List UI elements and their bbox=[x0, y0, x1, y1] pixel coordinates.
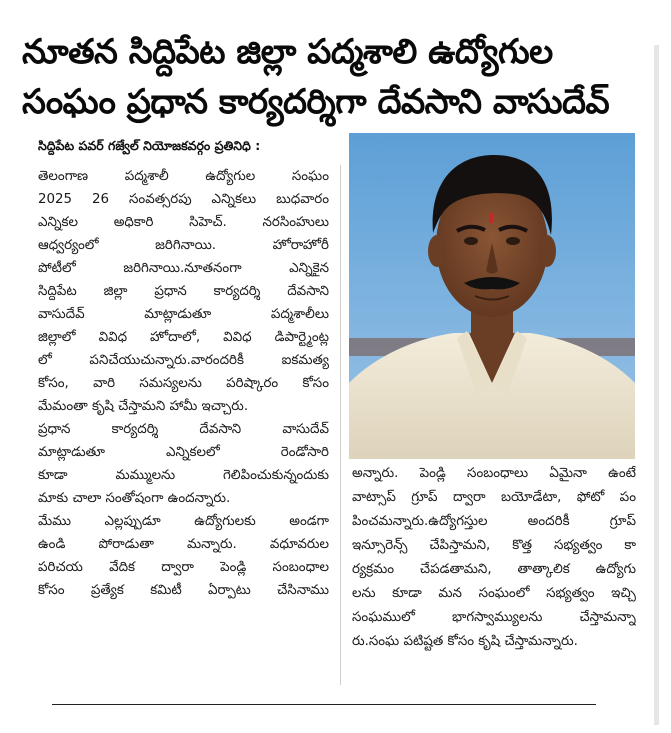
headline-line-1: నూతన సిద్దిపేట జిల్లా పద్మశాలి ఉద్యోగుల bbox=[22, 32, 553, 72]
dateline: సిద్దిపేట పవర్ గజ్వేల్ నియోజకవర్గం ప్రతినిధి : bbox=[38, 138, 261, 153]
article-line: ఉండి పోరాడుతా మన్నారు. వధూవరుల bbox=[38, 537, 329, 552]
article-line: అన్నారు. పెండ్లి సంబంధాలు ఏమైనా ఉంటే bbox=[352, 466, 636, 481]
headline-line-2: సంఘం ప్రధాన కార్యదర్శిగా దేవసాని వాసుదేవ్ bbox=[22, 82, 610, 122]
article-line: ఇన్సూరెన్స్ చేపిస్తామని, కొత్త సభ్యత్వం కా bbox=[352, 538, 636, 553]
article-line: కూడా మమ్ములను గెలిపించుకున్నందుకు bbox=[38, 468, 329, 483]
article-line: మాట్లాడుతూ ఎన్నికలలో రెండోసారి bbox=[38, 445, 329, 460]
article-line: మాకు చాలా సంతోషంగా ఉందన్నారు. bbox=[38, 491, 231, 506]
article-line: మేము ఎల్లప్పుడూ ఉద్యోగులకు అండగా bbox=[38, 514, 329, 529]
article-line: ర్యక్రమం చేపడతామని, తాత్కాలిక ఉద్యోగు bbox=[352, 562, 636, 577]
article-line: పరిచయ వేదిక ద్వారా పెండ్లి సంబంధాల bbox=[38, 560, 329, 575]
article-line: తెలంగాణ పద్మశాలీ ఉద్యోగుల సంఘం bbox=[38, 169, 329, 184]
article-line: పించమన్నారు.ఉద్యోగస్తుల అందరికీ గ్రూప్ bbox=[352, 514, 636, 529]
article-line: ఎన్నికల అధికారి సిహెచ్. నరసింహులు bbox=[38, 215, 329, 230]
article-line: సిద్దిపేట జిల్లా ప్రధాన కార్యదర్శి దేవసాని bbox=[38, 284, 329, 299]
article-left-column bbox=[38, 165, 329, 685]
page-edge-shadow bbox=[654, 45, 659, 725]
article-line: కోసం ప్రత్యేక కమిటీ ఏర్పాటు చేసినాము bbox=[38, 583, 329, 598]
article-line: వాట్సాప్ గ్రూప్ ద్వారా బయోడేటా, ఫోటో పం bbox=[352, 490, 636, 505]
article-line: ప్రధాన కార్యదర్శి దేవసాని వాసుదేవ్ bbox=[38, 422, 329, 437]
article-line: వాసుదేవ్ మాట్లాడుతూ పద్మశాలీలు bbox=[38, 307, 329, 322]
article-line: లను కూడా మన సంఘంలో సభ్యత్వం ఇచ్చి bbox=[352, 586, 636, 601]
article-line: 2025 26 సంవత్సరపు ఎన్నికలు బుధవారం bbox=[38, 192, 329, 207]
column-divider bbox=[340, 165, 341, 685]
article-line: కోసం, వారి సమస్యలను పరిష్కారం కోసం bbox=[38, 376, 329, 391]
article-line: రు.సంఘ పటిష్టత కోసం కృషి చేస్తామన్నారు. bbox=[352, 634, 578, 649]
article-line: సంఘములో భాగస్వామ్యులను చేస్తామన్నా bbox=[352, 610, 636, 625]
article-right-column bbox=[352, 462, 636, 654]
article-line: జిల్లాలో వివిధ హోదాలో, వివిధ డిపార్ట్మెంట్ల bbox=[38, 330, 329, 345]
bottom-rule bbox=[52, 704, 596, 705]
article-line: పోటీలో జరిగినాయి.నూతనంగా ఎన్నికైన bbox=[38, 261, 329, 276]
article-line: మేమంతా కృషి చేస్తామని హామీ ఇచ్చారు. bbox=[38, 399, 249, 414]
portrait-photo-icon bbox=[349, 133, 635, 459]
portrait-photo bbox=[349, 133, 635, 459]
article-line: ఆధ్వర్యంలో జరిగినాయి. హోరాహోరీ bbox=[38, 238, 329, 253]
article-line: లో పనిచేయుచున్నారు.వారందరికీ ఐకమత్య bbox=[38, 353, 329, 368]
